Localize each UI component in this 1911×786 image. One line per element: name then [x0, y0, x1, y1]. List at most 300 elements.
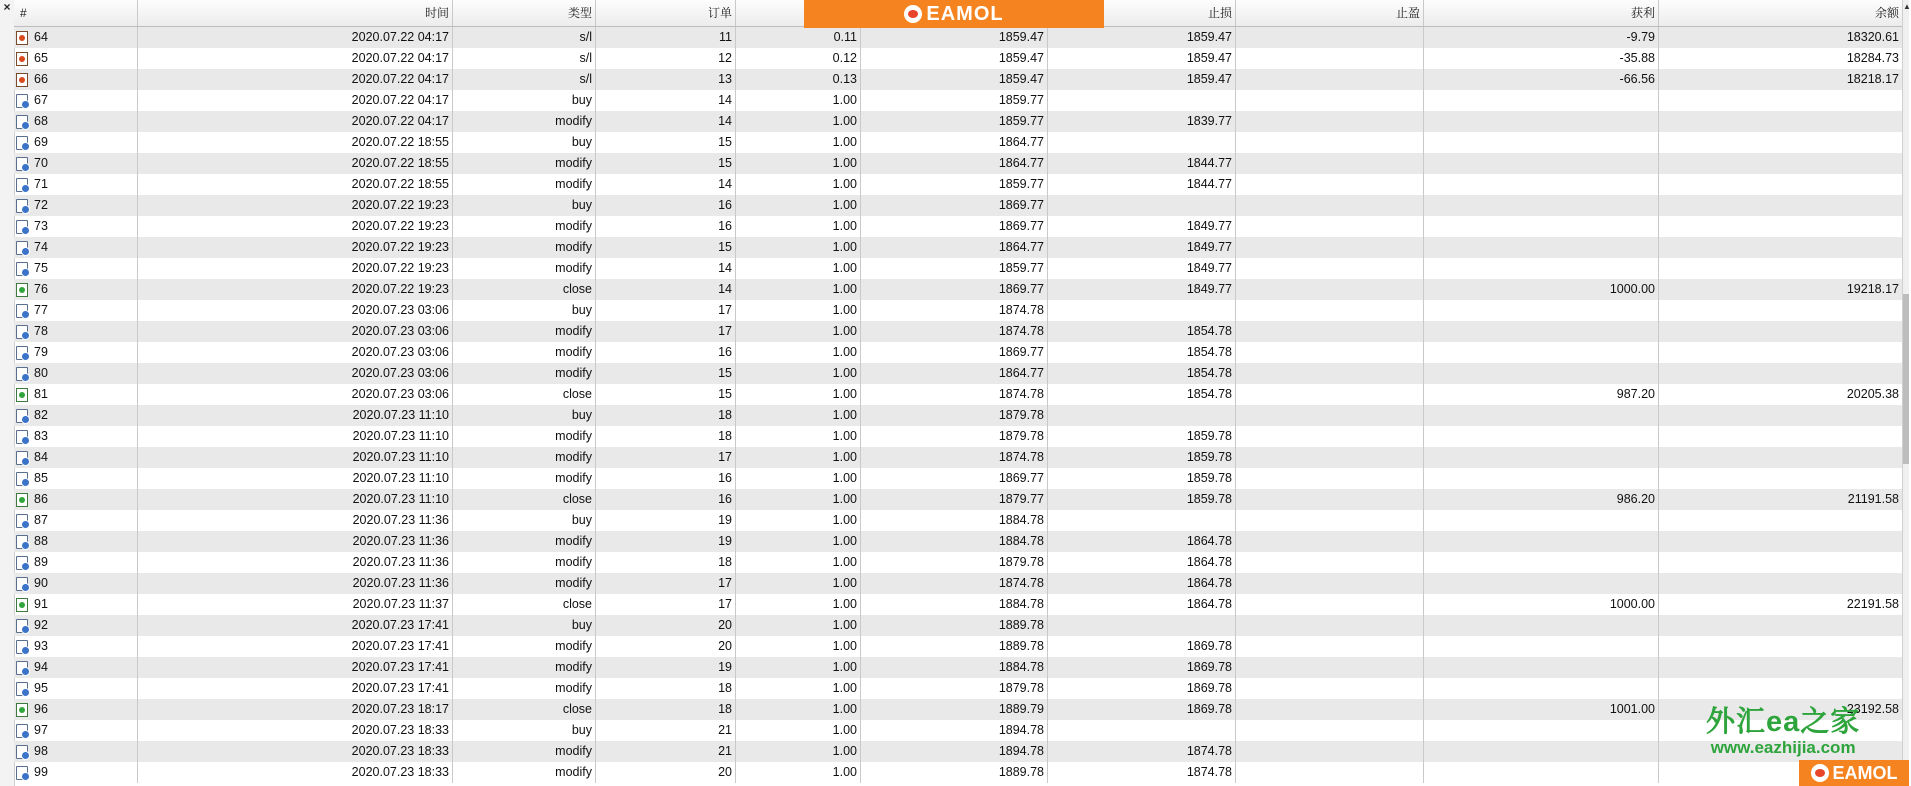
- cell-type: modify: [453, 153, 596, 174]
- cell-price: 1889.78: [861, 615, 1048, 636]
- cell-type: modify: [453, 321, 596, 342]
- cell-profit: [1424, 111, 1659, 132]
- eamol-logo-icon: [904, 5, 922, 23]
- table-row[interactable]: [14, 258, 1903, 279]
- cell-number: [14, 699, 138, 720]
- cell-time: 2020.07.22 04:17: [138, 90, 453, 111]
- cell-profit: [1424, 531, 1659, 552]
- cell-size: 1.00: [736, 489, 861, 510]
- cell-size: 1.00: [736, 741, 861, 762]
- cell-balance: 18320.61: [1659, 27, 1903, 48]
- cell-number: [14, 405, 138, 426]
- cell-price: 1869.77: [861, 279, 1048, 300]
- row-number: 67: [34, 93, 48, 107]
- cell-size: 1.00: [736, 762, 861, 783]
- row-number: 82: [34, 408, 48, 422]
- cell-time: 2020.07.23 18:17: [138, 699, 453, 720]
- row-number: 74: [34, 240, 48, 254]
- cell-balance: [1659, 363, 1903, 384]
- cell-size: 0.12: [736, 48, 861, 69]
- cell-time: 2020.07.22 19:23: [138, 279, 453, 300]
- cell-number: [14, 132, 138, 153]
- cell-take-profit: [1236, 363, 1424, 384]
- cell-price: 1869.77: [861, 468, 1048, 489]
- cell-order: 17: [596, 573, 736, 594]
- cell-size: 1.00: [736, 279, 861, 300]
- col-header-balance[interactable]: 余额: [1659, 0, 1903, 26]
- watermark-banner-bottom: [1799, 760, 1909, 786]
- row-number: 73: [34, 219, 48, 233]
- cell-balance: [1659, 510, 1903, 531]
- col-header-number[interactable]: #: [14, 0, 138, 26]
- sl-icon: [16, 73, 28, 87]
- cell-size: 1.00: [736, 510, 861, 531]
- cell-stop-loss: 1859.78: [1048, 426, 1236, 447]
- cell-take-profit: [1236, 615, 1424, 636]
- cell-time: 2020.07.22 19:23: [138, 237, 453, 258]
- table-row[interactable]: [14, 573, 1903, 594]
- table-row[interactable]: [14, 615, 1903, 636]
- table-row[interactable]: [14, 531, 1903, 552]
- cell-number: [14, 468, 138, 489]
- cell-order: 17: [596, 447, 736, 468]
- scroll-up-arrow-icon[interactable]: ▲: [1903, 2, 1911, 11]
- scrollbar-thumb[interactable]: [1903, 294, 1909, 464]
- cell-size: 1.00: [736, 426, 861, 447]
- cell-take-profit: [1236, 678, 1424, 699]
- cell-type: s/l: [453, 48, 596, 69]
- table-row[interactable]: [14, 195, 1903, 216]
- cell-profit: [1424, 300, 1659, 321]
- table-row[interactable]: [14, 111, 1903, 132]
- cell-stop-loss: [1048, 195, 1236, 216]
- cell-type: modify: [453, 447, 596, 468]
- cell-type: modify: [453, 657, 596, 678]
- cell-number: [14, 27, 138, 48]
- order-icon: [16, 472, 28, 486]
- table-row[interactable]: [14, 762, 1903, 783]
- cell-profit: [1424, 741, 1659, 762]
- order-icon: [16, 367, 28, 381]
- table-row[interactable]: [14, 237, 1903, 258]
- cell-size: 1.00: [736, 384, 861, 405]
- cell-profit: [1424, 615, 1659, 636]
- cell-stop-loss: 1859.47: [1048, 27, 1236, 48]
- cell-time: 2020.07.23 17:41: [138, 615, 453, 636]
- eamol-logo-icon: [1811, 764, 1829, 782]
- cell-stop-loss: 1859.78: [1048, 468, 1236, 489]
- cell-stop-loss: 1854.78: [1048, 321, 1236, 342]
- cell-profit: [1424, 321, 1659, 342]
- row-number: 72: [34, 198, 48, 212]
- order-icon: [16, 115, 28, 129]
- table-row[interactable]: [14, 321, 1903, 342]
- cell-type: s/l: [453, 69, 596, 90]
- order-icon: [16, 514, 28, 528]
- cell-order: 14: [596, 174, 736, 195]
- cell-type: modify: [453, 636, 596, 657]
- cell-balance: [1659, 258, 1903, 279]
- cell-price: 1894.78: [861, 741, 1048, 762]
- table-row[interactable]: [14, 342, 1903, 363]
- table-row[interactable]: [14, 426, 1903, 447]
- cell-take-profit: [1236, 657, 1424, 678]
- cell-take-profit: [1236, 342, 1424, 363]
- row-number: 80: [34, 366, 48, 380]
- cell-profit: [1424, 510, 1659, 531]
- cell-size: 1.00: [736, 468, 861, 489]
- table-row[interactable]: [14, 132, 1903, 153]
- table-row[interactable]: [14, 153, 1903, 174]
- cell-profit: [1424, 426, 1659, 447]
- sl-icon: [16, 31, 28, 45]
- cell-balance: [1659, 237, 1903, 258]
- order-icon: [16, 241, 28, 255]
- cell-order: 20: [596, 636, 736, 657]
- cell-balance: [1659, 426, 1903, 447]
- cell-time: 2020.07.22 04:17: [138, 111, 453, 132]
- cell-price: 1864.77: [861, 132, 1048, 153]
- cell-size: 1.00: [736, 699, 861, 720]
- cell-balance: 20205.38: [1659, 384, 1903, 405]
- cell-order: 20: [596, 762, 736, 783]
- order-icon: [16, 304, 28, 318]
- table-row[interactable]: [14, 69, 1903, 90]
- cell-time: 2020.07.22 19:23: [138, 258, 453, 279]
- cell-price: 1869.77: [861, 342, 1048, 363]
- table-row[interactable]: [14, 48, 1903, 69]
- table-row[interactable]: [14, 447, 1903, 468]
- table-row[interactable]: [14, 741, 1903, 762]
- cell-stop-loss: 1844.77: [1048, 153, 1236, 174]
- cell-profit: [1424, 342, 1659, 363]
- cell-number: [14, 90, 138, 111]
- cell-balance: [1659, 615, 1903, 636]
- cell-order: 19: [596, 531, 736, 552]
- cell-balance: 19218.17: [1659, 279, 1903, 300]
- cell-price: 1884.78: [861, 531, 1048, 552]
- cell-balance: 18284.73: [1659, 48, 1903, 69]
- cell-profit: 1001.00: [1424, 699, 1659, 720]
- cell-number: [14, 153, 138, 174]
- cell-time: 2020.07.22 18:55: [138, 132, 453, 153]
- cell-profit: -35.88: [1424, 48, 1659, 69]
- cell-type: buy: [453, 510, 596, 531]
- cell-balance: [1659, 636, 1903, 657]
- table-row[interactable]: [14, 279, 1903, 300]
- close-trade-icon: [16, 493, 28, 507]
- table-row[interactable]: [14, 657, 1903, 678]
- cell-order: 16: [596, 195, 736, 216]
- row-number: 85: [34, 471, 48, 485]
- cell-stop-loss: 1844.77: [1048, 174, 1236, 195]
- cell-profit: [1424, 447, 1659, 468]
- cell-take-profit: [1236, 279, 1424, 300]
- cell-size: 1.00: [736, 594, 861, 615]
- cell-type: modify: [453, 762, 596, 783]
- cell-order: 18: [596, 699, 736, 720]
- cell-stop-loss: [1048, 720, 1236, 741]
- table-row[interactable]: [14, 720, 1903, 741]
- cell-take-profit: [1236, 405, 1424, 426]
- cell-balance: 21191.58: [1659, 489, 1903, 510]
- cell-size: 1.00: [736, 174, 861, 195]
- cell-price: 1879.78: [861, 552, 1048, 573]
- cell-time: 2020.07.23 11:36: [138, 573, 453, 594]
- cell-time: 2020.07.23 11:36: [138, 510, 453, 531]
- table-row[interactable]: [14, 384, 1903, 405]
- order-icon: [16, 178, 28, 192]
- table-row[interactable]: [14, 27, 1903, 48]
- cell-take-profit: [1236, 552, 1424, 573]
- cell-order: 21: [596, 741, 736, 762]
- row-number: 93: [34, 639, 48, 653]
- cell-profit: [1424, 258, 1659, 279]
- cell-size: 1.00: [736, 363, 861, 384]
- cell-type: close: [453, 699, 596, 720]
- cell-stop-loss: [1048, 90, 1236, 111]
- col-header-take-profit[interactable]: 止盈: [1236, 0, 1424, 26]
- cell-balance: [1659, 111, 1903, 132]
- row-number: 88: [34, 534, 48, 548]
- cell-number: [14, 300, 138, 321]
- cell-time: 2020.07.23 11:10: [138, 405, 453, 426]
- order-icon: [16, 220, 28, 234]
- cell-order: 19: [596, 657, 736, 678]
- cell-price: 1864.77: [861, 363, 1048, 384]
- cell-stop-loss: 1849.77: [1048, 216, 1236, 237]
- watermark-site: [1706, 706, 1860, 758]
- cell-time: 2020.07.23 11:10: [138, 426, 453, 447]
- cell-type: close: [453, 384, 596, 405]
- cell-size: 1.00: [736, 258, 861, 279]
- row-number: 77: [34, 303, 48, 317]
- order-icon: [16, 325, 28, 339]
- order-icon: [16, 577, 28, 591]
- cell-number: [14, 657, 138, 678]
- cell-stop-loss: 1864.78: [1048, 531, 1236, 552]
- cell-stop-loss: 1864.78: [1048, 573, 1236, 594]
- cell-type: modify: [453, 216, 596, 237]
- row-number: 87: [34, 513, 48, 527]
- cell-stop-loss: 1874.78: [1048, 741, 1236, 762]
- table-row[interactable]: [14, 594, 1903, 615]
- row-number: 95: [34, 681, 48, 695]
- col-header-profit[interactable]: 获利: [1424, 0, 1659, 26]
- cell-take-profit: [1236, 741, 1424, 762]
- cell-time: 2020.07.23 11:10: [138, 468, 453, 489]
- cell-profit: [1424, 132, 1659, 153]
- cell-profit: 1000.00: [1424, 279, 1659, 300]
- cell-balance: [1659, 321, 1903, 342]
- cell-take-profit: [1236, 237, 1424, 258]
- cell-number: [14, 720, 138, 741]
- cell-profit: -66.56: [1424, 69, 1659, 90]
- table-body: [14, 27, 1903, 783]
- table-row[interactable]: [14, 699, 1903, 720]
- col-header-stop-loss[interactable]: 止损: [1048, 0, 1236, 26]
- cell-type: modify: [453, 174, 596, 195]
- table-row[interactable]: [14, 300, 1903, 321]
- cell-number: [14, 279, 138, 300]
- cell-price: 1869.77: [861, 216, 1048, 237]
- sl-icon: [16, 52, 28, 66]
- cell-take-profit: [1236, 111, 1424, 132]
- cell-time: 2020.07.22 04:17: [138, 69, 453, 90]
- table-row[interactable]: [14, 552, 1903, 573]
- cell-price: 1859.77: [861, 174, 1048, 195]
- cell-order: 13: [596, 69, 736, 90]
- cell-size: 0.13: [736, 69, 861, 90]
- cell-type: modify: [453, 552, 596, 573]
- cell-order: 16: [596, 489, 736, 510]
- cell-take-profit: [1236, 90, 1424, 111]
- cell-number: [14, 594, 138, 615]
- cell-type: modify: [453, 531, 596, 552]
- watermark-site-name: 外汇ea之家: [1706, 706, 1861, 738]
- vertical-scrollbar[interactable]: [1902, 0, 1909, 786]
- cell-stop-loss: 1849.77: [1048, 258, 1236, 279]
- cell-price: 1874.78: [861, 573, 1048, 594]
- order-icon: [16, 346, 28, 360]
- cell-number: [14, 510, 138, 531]
- cell-price: 1869.77: [861, 195, 1048, 216]
- table-row[interactable]: [14, 216, 1903, 237]
- col-header-time[interactable]: 时间: [138, 0, 453, 26]
- cell-size: 1.00: [736, 552, 861, 573]
- cell-profit: [1424, 552, 1659, 573]
- cell-stop-loss: 1854.78: [1048, 363, 1236, 384]
- cell-take-profit: [1236, 216, 1424, 237]
- cell-take-profit: [1236, 510, 1424, 531]
- cell-profit: [1424, 174, 1659, 195]
- cell-type: buy: [453, 195, 596, 216]
- cell-time: 2020.07.23 03:06: [138, 384, 453, 405]
- cell-price: 1879.78: [861, 426, 1048, 447]
- cell-type: modify: [453, 678, 596, 699]
- row-number: 94: [34, 660, 48, 674]
- cell-order: 11: [596, 27, 736, 48]
- table-row[interactable]: [14, 405, 1903, 426]
- cell-size: 1.00: [736, 405, 861, 426]
- order-icon: [16, 766, 28, 780]
- table-row[interactable]: [14, 510, 1903, 531]
- cell-order: 16: [596, 468, 736, 489]
- table-row[interactable]: [14, 636, 1903, 657]
- cell-type: modify: [453, 237, 596, 258]
- cell-order: 18: [596, 405, 736, 426]
- cell-balance: [1659, 468, 1903, 489]
- row-number: 64: [34, 30, 48, 44]
- cell-profit: [1424, 678, 1659, 699]
- cell-order: 15: [596, 384, 736, 405]
- col-header-order[interactable]: 订单: [596, 0, 736, 26]
- cell-stop-loss: 1849.77: [1048, 237, 1236, 258]
- table-row[interactable]: [14, 174, 1903, 195]
- cell-type: s/l: [453, 27, 596, 48]
- cell-take-profit: [1236, 720, 1424, 741]
- cell-type: modify: [453, 741, 596, 762]
- cell-time: 2020.07.23 18:33: [138, 762, 453, 783]
- cell-time: 2020.07.23 03:06: [138, 342, 453, 363]
- cell-profit: [1424, 363, 1659, 384]
- row-number: 90: [34, 576, 48, 590]
- cell-take-profit: [1236, 300, 1424, 321]
- cell-number: [14, 384, 138, 405]
- table-row[interactable]: [14, 678, 1903, 699]
- cell-size: 1.00: [736, 321, 861, 342]
- cell-order: 18: [596, 678, 736, 699]
- row-number: 83: [34, 429, 48, 443]
- cell-price: 1864.77: [861, 153, 1048, 174]
- table-row[interactable]: [14, 468, 1903, 489]
- order-icon: [16, 451, 28, 465]
- row-number: 89: [34, 555, 48, 569]
- cell-number: [14, 69, 138, 90]
- row-number: 97: [34, 723, 48, 737]
- close-trade-icon: [16, 283, 28, 297]
- table-row[interactable]: [14, 363, 1903, 384]
- cell-take-profit: [1236, 573, 1424, 594]
- order-icon: [16, 745, 28, 759]
- cell-price: 1884.78: [861, 594, 1048, 615]
- cell-time: 2020.07.23 03:06: [138, 363, 453, 384]
- row-number: 66: [34, 72, 48, 86]
- cell-price: 1859.47: [861, 69, 1048, 90]
- row-number: 75: [34, 261, 48, 275]
- cell-time: 2020.07.22 19:23: [138, 195, 453, 216]
- row-number: 76: [34, 282, 48, 296]
- cell-type: modify: [453, 342, 596, 363]
- table-row[interactable]: [14, 489, 1903, 510]
- cell-size: 1.00: [736, 531, 861, 552]
- order-icon: [16, 661, 28, 675]
- cell-time: 2020.07.22 04:17: [138, 48, 453, 69]
- cell-balance: [1659, 573, 1903, 594]
- cell-order: 15: [596, 363, 736, 384]
- cell-number: [14, 195, 138, 216]
- cell-profit: 986.20: [1424, 489, 1659, 510]
- cell-order: 21: [596, 720, 736, 741]
- cell-number: [14, 552, 138, 573]
- cell-type: close: [453, 594, 596, 615]
- table-row[interactable]: [14, 90, 1903, 111]
- col-header-type[interactable]: 类型: [453, 0, 596, 26]
- cell-take-profit: [1236, 489, 1424, 510]
- cell-take-profit: [1236, 258, 1424, 279]
- row-number: 81: [34, 387, 48, 401]
- order-icon: [16, 619, 28, 633]
- cell-number: [14, 111, 138, 132]
- cell-time: 2020.07.23 03:06: [138, 321, 453, 342]
- cell-take-profit: [1236, 27, 1424, 48]
- cell-size: 1.00: [736, 132, 861, 153]
- order-icon: [16, 94, 28, 108]
- cell-size: 1.00: [736, 216, 861, 237]
- cell-take-profit: [1236, 699, 1424, 720]
- cell-number: [14, 531, 138, 552]
- cell-balance: 18218.17: [1659, 69, 1903, 90]
- close-icon[interactable]: ×: [3, 0, 11, 14]
- cell-order: 15: [596, 132, 736, 153]
- cell-take-profit: [1236, 594, 1424, 615]
- cell-balance: [1659, 531, 1903, 552]
- cell-price: 1859.47: [861, 48, 1048, 69]
- cell-profit: -9.79: [1424, 27, 1659, 48]
- cell-balance: [1659, 90, 1903, 111]
- row-number: 98: [34, 744, 48, 758]
- cell-stop-loss: 1854.78: [1048, 342, 1236, 363]
